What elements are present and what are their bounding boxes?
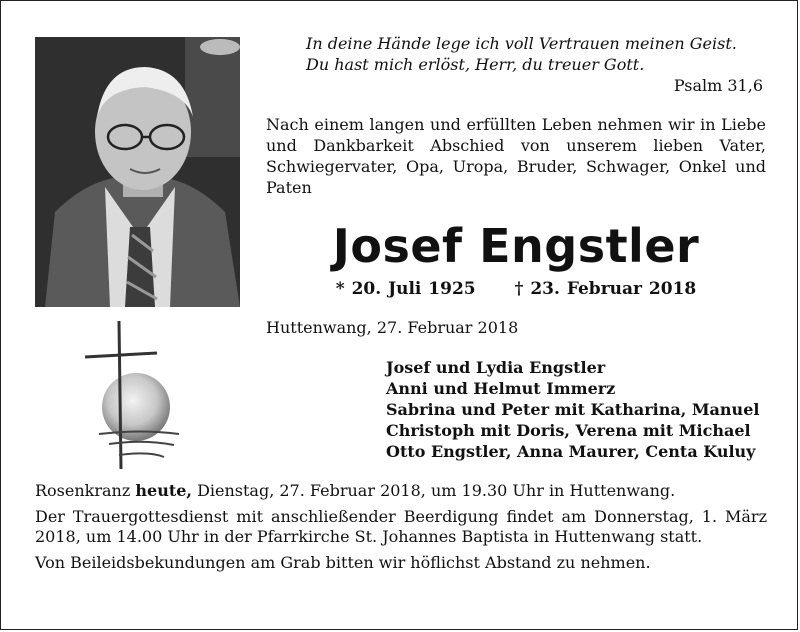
verse-reference: Psalm 31,6	[673, 76, 763, 95]
condolences-note: Von Beileidsbekundungen am Grab bitten wir höflichst Abstand zu nehmen.	[35, 553, 651, 572]
rosary-prefix: Rosenkranz	[35, 481, 131, 500]
family-member: Sabrina und Peter mit Katharina, Manuel	[386, 400, 760, 419]
family-list	[386, 357, 759, 462]
family-member: Josef und Lydia Engstler	[386, 358, 606, 377]
life-dates	[266, 279, 766, 299]
verse-line-1: In deine Hände lege ich voll Vertrauen meinen Geist.	[306, 34, 737, 53]
birth-date: * 20. Juli 1925	[335, 279, 476, 299]
verse-line-2: Du hast mich erlöst, Herr, du treuer Gott.	[306, 55, 645, 74]
family-member: Christoph mit Doris, Verena mit Michael	[386, 421, 751, 440]
deceased-name: Josef Engstler	[332, 219, 700, 273]
rosary-today: heute,	[135, 481, 192, 500]
funeral-service-note: Der Trauergottesdienst mit anschließender Beerdigung findet am Donnerstag, 1. März 2018, um 14.00 Uhr in der Pfarrkirche St. Johannes Baptista in Huttenwang statt.	[35, 507, 767, 546]
family-member: Anni und Helmut Immerz	[386, 379, 616, 398]
rosary-note	[35, 481, 767, 501]
intro-text: Nach einem langen und erfüllten Leben nehmen wir in Liebe und Dankbarkeit Abschied von unserem lieben Vater, Schwiegervater, Opa, Uropa, Bruder, Schwager, Onkel und Paten	[266, 115, 766, 197]
cross-and-sun-icon	[79, 319, 189, 469]
bible-verse	[306, 33, 766, 75]
death-date: † 23. Februar 2018	[514, 279, 697, 299]
place-and-date: Huttenwang, 27. Februar 2018	[266, 318, 519, 337]
footer-notes	[35, 481, 767, 579]
portrait-photo	[35, 37, 240, 307]
family-member: Otto Engstler, Anna Maurer, Centa Kuluy	[386, 442, 756, 461]
rosary-details: Dienstag, 27. Februar 2018, um 19.30 Uhr in Huttenwang.	[197, 481, 676, 500]
